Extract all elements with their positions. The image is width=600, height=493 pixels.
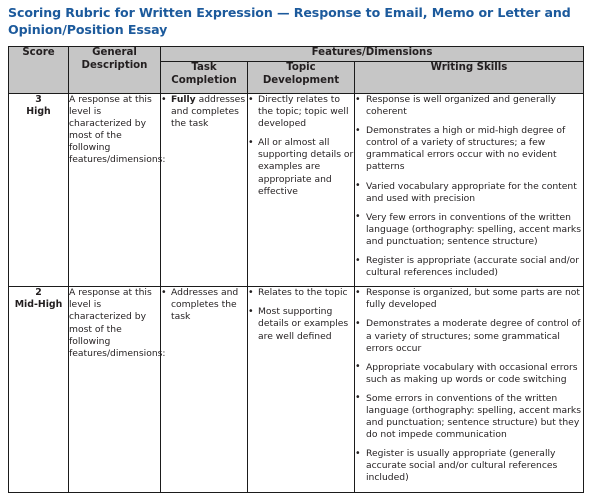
list-item: • Register is appropriate (accurate social and/or cultural references included) — [355, 255, 583, 279]
cell-score — [9, 94, 69, 287]
list-item: • Relates to the topic — [248, 287, 354, 299]
list-item: • Demonstrates a high or mid-high degree of control of a variety of structures; a few grammatical errors occur with no evident patterns — [355, 125, 583, 173]
topic-development-list — [248, 287, 354, 342]
writing-skills-list — [355, 287, 583, 484]
table-header — [9, 47, 584, 94]
list-item: • Response is well organized and generally coherent — [355, 94, 583, 118]
writing-skills-list — [355, 94, 583, 279]
topic-development-list — [248, 94, 354, 198]
table-row — [9, 287, 584, 492]
page-title: Scoring Rubric for Written Expression — Response to Email, Memo or Letter and Opinion/Position Essay — [8, 5, 571, 37]
column-header-score: Score — [9, 47, 69, 94]
list-item: • Directly relates to the topic; topic well developed — [248, 94, 354, 130]
column-header-topic-development: Topic Development — [248, 62, 355, 94]
list-item: • Very few errors in conventions of the written language (orthography: spelling, accent marks and punctuation; sentence structure) — [355, 212, 583, 248]
list-item: • All or almost all supporting details or examples are appropriate and effective — [248, 137, 354, 197]
column-header-writing-skills: Writing Skills — [355, 62, 584, 94]
cell-task-completion — [161, 287, 248, 492]
cell-topic-development — [248, 94, 355, 287]
list-item: • Fully addresses and completes the task — [161, 94, 247, 130]
list-item: • Addresses and completes the task — [161, 287, 247, 323]
table-row — [9, 94, 584, 287]
header-row-features — [9, 47, 584, 62]
score-number: 2 — [35, 287, 42, 299]
scoring-rubric-table — [8, 46, 584, 493]
score-label: Mid-High — [14, 299, 63, 311]
cell-topic-development — [248, 287, 355, 492]
list-item: • Varied vocabulary appropriate for the content and used with precision — [355, 181, 583, 205]
cell-score — [9, 287, 69, 492]
list-item-emphasis: Fully — [171, 94, 196, 105]
list-item: • Most supporting details or examples are well defined — [248, 306, 354, 342]
cell-writing-skills — [355, 94, 584, 287]
cell-general-description: A response at this level is characterized by most of the following features/dimensions: — [69, 94, 161, 287]
list-item: • Demonstrates a moderate degree of control of a variety of structures; some grammatical errors occur — [355, 318, 583, 354]
task-completion-list — [161, 287, 247, 323]
score-number: 3 — [35, 94, 42, 105]
table-body — [9, 94, 584, 493]
column-header-features-dimensions: Features/Dimensions — [161, 47, 584, 62]
cell-general-description: A response at this level is characterized by most of the following features/dimensions: — [69, 287, 161, 492]
list-item: • Some errors in conventions of the written language (orthography: spelling, accent marks and punctuation; sentence structure) but they do not impede communication — [355, 393, 583, 441]
column-header-task-completion: Task Completion — [161, 62, 248, 94]
task-completion-list — [161, 94, 247, 130]
list-item: • Appropriate vocabulary with occasional errors such as making up words or code switching — [355, 362, 583, 386]
score-label: High — [26, 106, 51, 117]
cell-task-completion — [161, 94, 248, 287]
list-item: • Response is organized, but some parts are not fully developed — [355, 287, 583, 311]
column-header-general-description: General Description — [69, 47, 161, 94]
list-item: • Register is usually appropriate (generally accurate social and/or cultural references included) — [355, 448, 583, 484]
cell-writing-skills — [355, 287, 584, 492]
